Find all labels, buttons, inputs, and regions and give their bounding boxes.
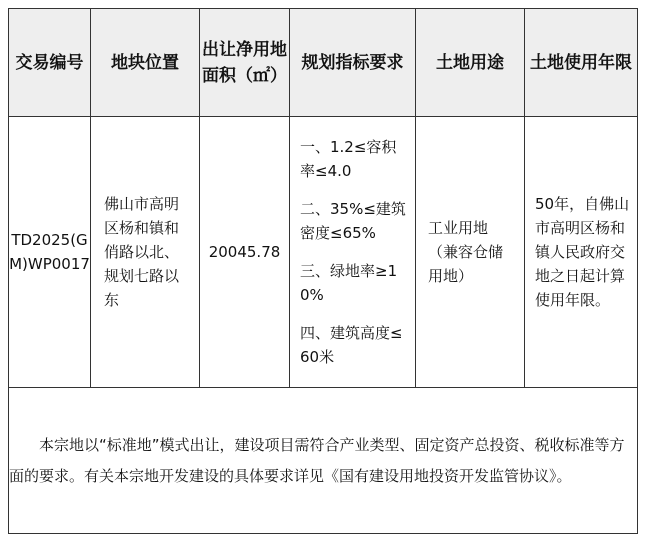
requirement-item: 二、35%≤建筑密度≤65%	[300, 200, 406, 242]
requirement-item: 一、1.2≤容积率≤4.0	[300, 138, 397, 180]
cell-term: 50年，自佛山市高明区杨和镇人民政府交地之日起计算使用年限。	[525, 117, 638, 388]
note-cell	[9, 388, 638, 534]
land-transfer-table	[8, 8, 638, 534]
cell-land-use: 工业用地（兼容仓储用地）	[416, 117, 525, 388]
cell-trade-no: TD2025(GM)WP0017	[9, 117, 91, 388]
table-row	[9, 117, 638, 388]
note-text: 本宗地以“标准地”模式出让，建设项目需符合产业类型、固定资产总投资、税收标准等方面的要求。有关本宗地开发建设的具体要求详见《国有建设用地投资开发监管协议》。	[9, 435, 625, 485]
header-row	[9, 9, 638, 117]
note-row	[9, 388, 638, 534]
header-term: 土地使用年限	[525, 9, 638, 117]
header-area: 出让净用地面积（㎡）	[200, 9, 290, 117]
header-trade-no: 交易编号	[9, 9, 91, 117]
header-land-use: 土地用途	[416, 9, 525, 117]
cell-requirements	[290, 117, 416, 388]
requirement-item: 四、建筑高度≤60米	[300, 324, 403, 366]
header-requirements: 规划指标要求	[290, 9, 416, 117]
cell-location: 佛山市高明区杨和镇和俏路以北、规划七路以东	[91, 117, 200, 388]
header-location: 地块位置	[91, 9, 200, 117]
requirement-item: 三、绿地率≥10%	[300, 262, 398, 304]
cell-area: 20045.78	[200, 117, 290, 388]
